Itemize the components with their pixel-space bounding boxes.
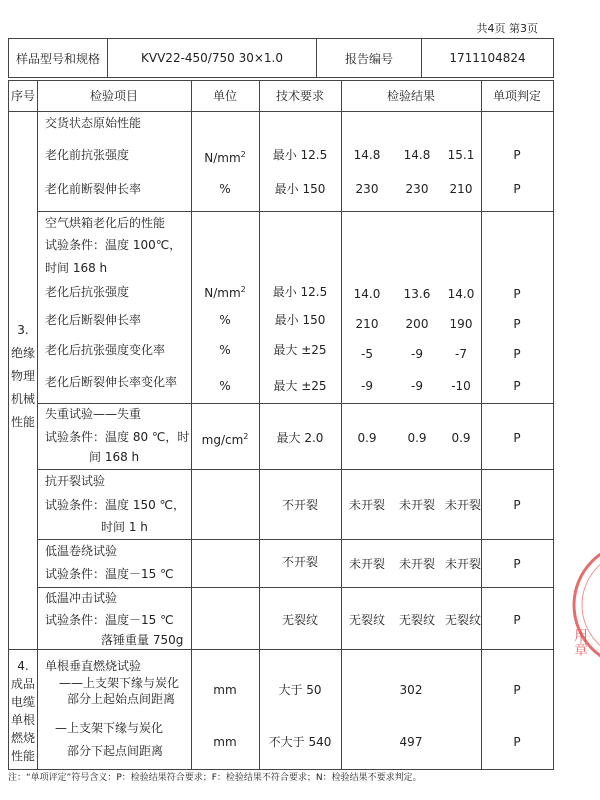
header-rule (9, 111, 553, 112)
item-result: 210 (449, 182, 473, 196)
section-rule (9, 649, 553, 650)
col-header-result: 检验结果 (386, 89, 436, 103)
inspection-table (8, 80, 554, 770)
item-result: 14.8 (353, 148, 381, 162)
item-requirement: 最大 2.0 (276, 431, 324, 445)
item-requirement: 不开裂 (281, 555, 319, 569)
item-result: 190 (449, 317, 473, 331)
col-header-requirement: 技术要求 (275, 89, 325, 103)
item-result: 302 (399, 683, 423, 697)
item-judgement: P (513, 317, 521, 331)
section-4-label: 性能 (10, 749, 36, 763)
test-condition: 试验条件：温度－15 ℃ (45, 613, 174, 627)
item-unit: $N/mm^2$ (204, 150, 246, 165)
item-result: -5 (361, 347, 373, 361)
section-3-label: 机械 (10, 392, 36, 406)
seal-stamp (566, 540, 600, 670)
section-3-label: 性能 (10, 415, 36, 429)
group-title: 抗开裂试验 (45, 474, 106, 488)
col-rule (341, 81, 342, 769)
row-rule (37, 211, 553, 212)
row-rule (37, 539, 553, 540)
item-unit: mm (213, 735, 237, 749)
item-result: 未开裂 (444, 498, 482, 512)
section-3-label: 3. (17, 323, 29, 337)
model-label: 样品型号和规格 (9, 39, 108, 77)
svg-text:用章: 用章 (572, 628, 588, 656)
item-result: -9 (411, 379, 423, 393)
item-judgement: P (513, 498, 521, 512)
measurement-desc: 部分下起点间距离 (67, 744, 164, 758)
item-judgement: P (513, 182, 521, 196)
item-result: 0.9 (407, 431, 427, 445)
item-result: 无裂纹 (444, 613, 482, 627)
item-requirement: 无裂纹 (281, 613, 319, 627)
col-rule (37, 81, 38, 769)
col-header-item: 检验项目 (89, 89, 139, 103)
item-judgement: P (513, 148, 521, 162)
item-unit: mm (213, 683, 237, 697)
item-requirement: 不大于 540 (268, 735, 332, 749)
col-header-unit: 单位 (212, 89, 238, 103)
test-condition: 落锤重量 750g (101, 633, 184, 647)
measurement-desc: ——上支架下缘与炭化 (59, 676, 180, 690)
item-requirement: 最大 ±25 (273, 379, 327, 393)
item-requirement: 大于 50 (278, 683, 322, 697)
test-condition: 试验条件：温度 80 ℃，时 (45, 430, 190, 444)
item-judgement: P (513, 347, 521, 361)
measurement-desc: —上支架下缘与炭化 (55, 721, 164, 735)
item-result: 14.8 (403, 148, 431, 162)
group-title: 低温卷绕试验 (45, 544, 118, 558)
item-name: 老化前抗张强度 (45, 148, 130, 162)
item-requirement: 最小 12.5 (272, 148, 328, 162)
model-value: KVV22-450/750 30×1.0 (108, 39, 317, 77)
item-judgement: P (513, 557, 521, 571)
item-requirement: 最大 ±25 (273, 343, 327, 357)
group-title: 失重试验——失重 (45, 407, 142, 421)
col-rule (191, 81, 192, 769)
test-condition: 时间 168 h (45, 261, 108, 275)
item-judgement: P (513, 379, 521, 393)
item-result: 无裂纹 (398, 613, 436, 627)
col-header-judgement: 单项判定 (492, 89, 542, 103)
section-3-label: 绝缘 (10, 346, 36, 360)
item-result: 230 (355, 182, 379, 196)
item-result: -7 (455, 347, 467, 361)
item-requirement: 最小 150 (274, 182, 326, 196)
item-result: -10 (451, 379, 471, 393)
group-title: 交货状态原始性能 (45, 116, 142, 130)
measurement-desc: 部分上起始点间距离 (67, 692, 176, 706)
report-label: 报告编号 (317, 39, 422, 77)
test-condition: 试验条件：温度 150 ℃， (45, 498, 186, 512)
row-rule (37, 587, 553, 588)
item-unit: $N/mm^2$ (204, 285, 246, 300)
item-requirement: 最小 12.5 (272, 285, 328, 299)
item-result: 14.0 (447, 287, 475, 301)
item-judgement: P (513, 287, 521, 301)
item-result: 未开裂 (348, 498, 386, 512)
item-unit: % (219, 313, 231, 327)
item-result: -9 (411, 347, 423, 361)
row-rule (37, 469, 553, 470)
item-result: 200 (405, 317, 429, 331)
item-unit: $mg/cm^2$ (201, 432, 249, 447)
item-result: 497 (399, 735, 423, 749)
section-4-label: 电缆 (10, 695, 36, 709)
item-result: -9 (361, 379, 373, 393)
item-result: 15.1 (447, 148, 475, 162)
item-result: 未开裂 (398, 498, 436, 512)
group-title: 低温冲击试验 (45, 591, 118, 605)
section-4-label: 4. (17, 659, 29, 673)
item-unit: % (219, 379, 231, 393)
row-rule (37, 403, 553, 404)
sample-header-table (8, 38, 554, 78)
item-result: 未开裂 (444, 557, 482, 571)
item-name: 老化后抗张强度变化率 (45, 343, 166, 357)
item-result: 0.9 (451, 431, 471, 445)
report-value: 1711104824 (449, 51, 526, 65)
item-judgement: P (513, 613, 521, 627)
group-title: 单根垂直燃烧试验 (45, 659, 142, 673)
item-result: 未开裂 (398, 557, 436, 571)
item-result: 14.0 (353, 287, 381, 301)
section-3-label: 物理 (10, 369, 36, 383)
item-judgement: P (513, 683, 521, 697)
item-result: 0.9 (357, 431, 377, 445)
item-name: 老化后断裂伸长率 (45, 313, 142, 327)
item-judgement: P (513, 431, 521, 445)
item-name: 老化后抗张强度 (45, 285, 130, 299)
section-4-label: 燃烧 (10, 731, 36, 745)
col-rule (481, 81, 482, 769)
section-4-label: 单根 (10, 713, 36, 727)
item-judgement: P (513, 735, 521, 749)
test-condition: 间 168 h (89, 450, 140, 464)
footnote: 注：“单项评定”符号含义：P：检验结果符合要求；F：检验结果不符合要求；N：检验结果不要求判定。 (8, 773, 422, 783)
item-result: 未开裂 (348, 557, 386, 571)
page-number: 共4页 第3页 (476, 22, 538, 35)
test-condition: 时间 1 h (101, 520, 148, 534)
item-result: 13.6 (403, 287, 431, 301)
item-result: 210 (355, 317, 379, 331)
item-result: 230 (405, 182, 429, 196)
item-name: 老化后断裂伸长率变化率 (45, 375, 178, 389)
item-unit: % (219, 343, 231, 357)
test-condition: 试验条件：温度－15 ℃ (45, 567, 174, 581)
section-4-label: 成品 (10, 677, 36, 691)
item-name: 老化前断裂伸长率 (45, 182, 142, 196)
test-condition: 试验条件：温度 100℃， (45, 238, 182, 252)
col-rule (259, 81, 260, 769)
item-requirement: 最小 150 (274, 313, 326, 327)
item-requirement: 不开裂 (281, 498, 319, 512)
item-result: 无裂纹 (348, 613, 386, 627)
col-header-seq: 序号 (10, 89, 36, 103)
item-unit: % (219, 182, 231, 196)
group-title: 空气烘箱老化后的性能 (45, 216, 166, 230)
